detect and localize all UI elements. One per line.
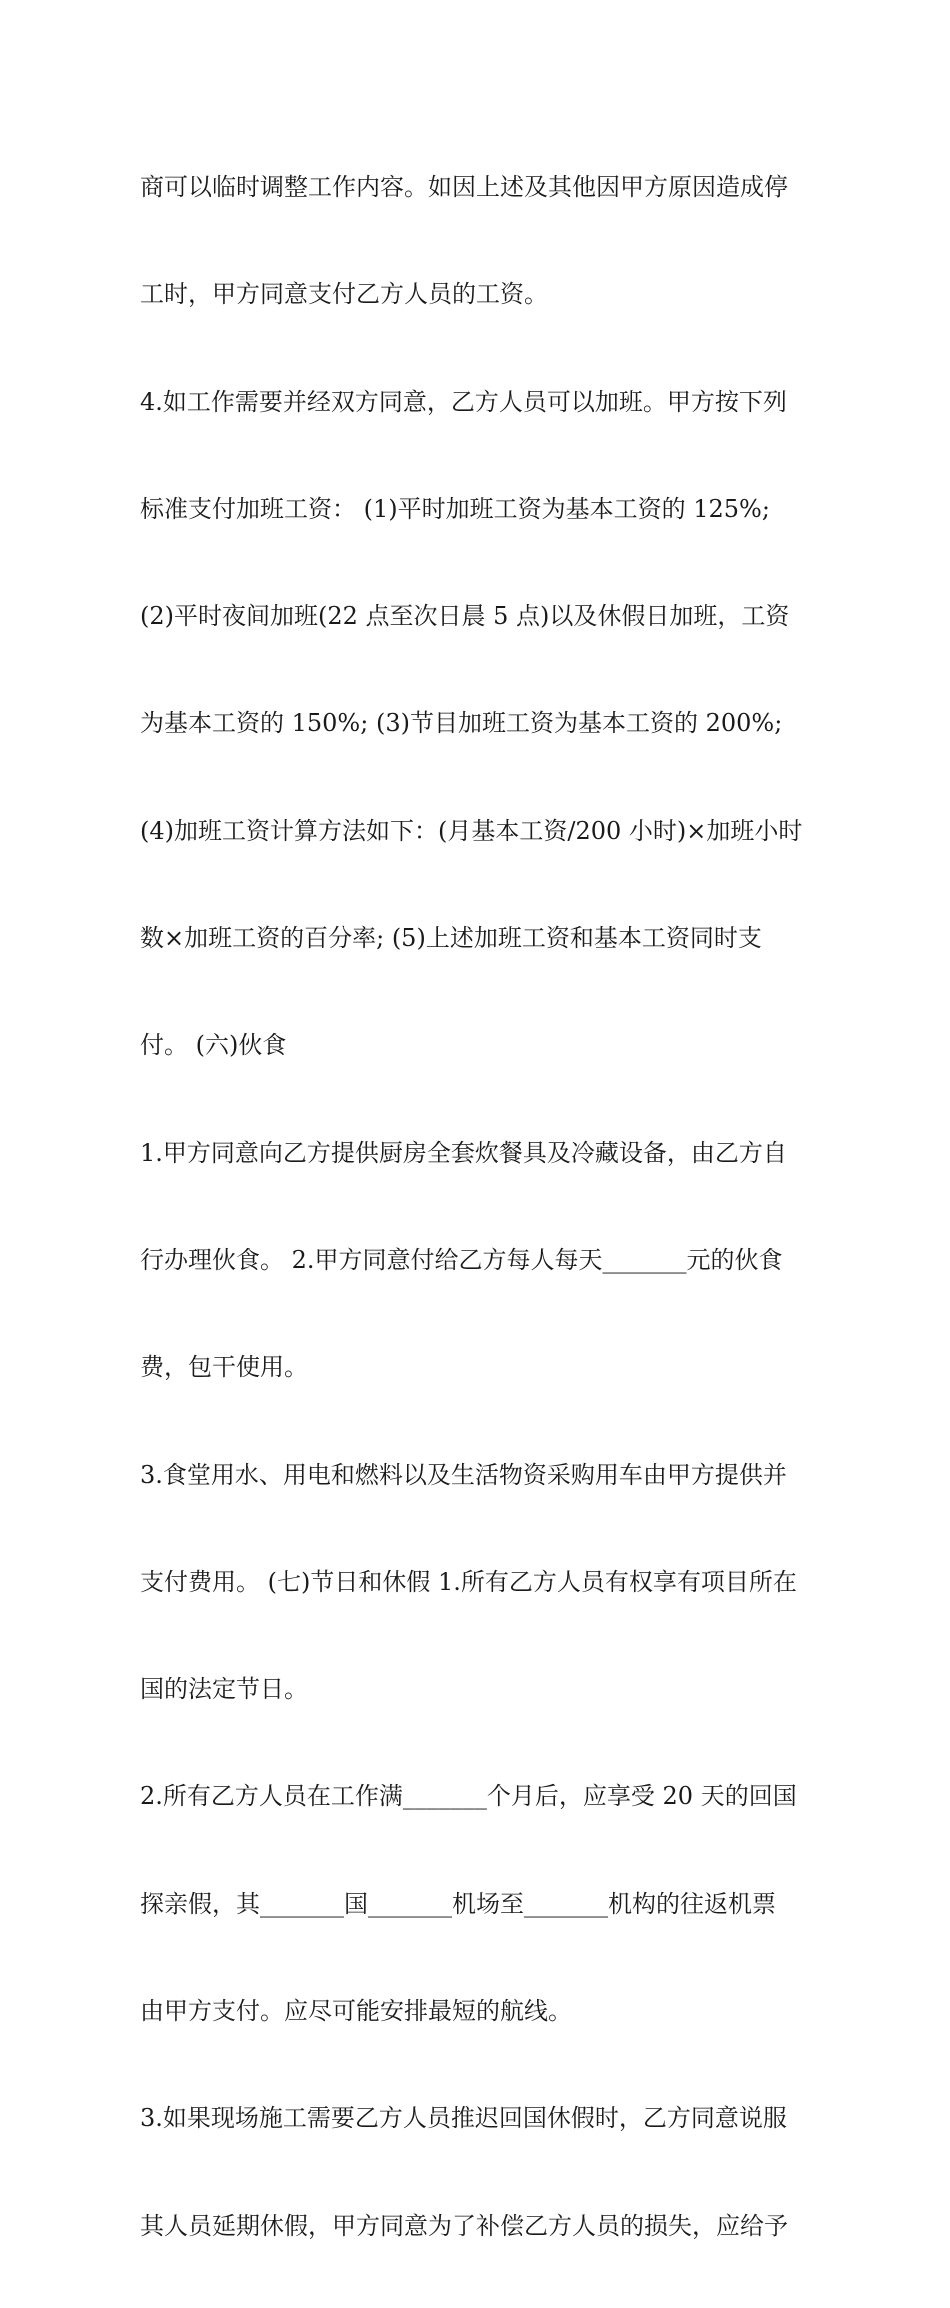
text-line: 3.如果现场施工需要乙方人员推迟回国休假时，乙方同意说服 — [140, 2104, 787, 2133]
text-line: 由甲方支付。应尽可能安排最短的航线。 — [140, 1997, 572, 2026]
text-line: 商可以临时调整工作内容。如因上述及其他因甲方原因造成停 — [140, 173, 788, 201]
text-line: 探亲假，其_______国_______机场至_______机构的往返机票 — [140, 1889, 776, 1918]
text-line: 其人员延期休假，甲方同意为了补偿乙方人员的损失，应给予 — [140, 2211, 788, 2240]
text-line: 4.如工作需要并经双方同意，乙方人员可以加班。甲方按下列 — [140, 387, 787, 416]
text-line: 1.甲方同意向乙方提供厨房全套炊餐具及冷藏设备，由乙方自 — [140, 1138, 787, 1167]
text-line: 付。 (六)伙食 — [140, 1031, 287, 1060]
text-line: 3.食堂用水、用电和燃料以及生活物资采购用车由甲方提供并 — [140, 1460, 787, 1489]
text-line: (4)加班工资计算方法如下：(月基本工资/200 小时)×加班小时 — [140, 816, 803, 845]
text-line: 工时，甲方同意支付乙方人员的工资。 — [140, 280, 548, 309]
body-text — [140, 106, 830, 2308]
text-line: 标准支付加班工资： (1)平时加班工资为基本工资的 125%; — [140, 494, 770, 523]
text-line: 行办理伙食。 2.甲方同意付给乙方每人每天_______元的伙食 — [140, 1245, 783, 1274]
text-line: 国的法定节日。 — [140, 1675, 308, 1704]
text-line: 费，包干使用。 — [140, 1353, 308, 1382]
text-line: 为基本工资的 150%; (3)节目加班工资为基本工资的 200%; — [140, 709, 783, 738]
text-line: 数×加班工资的百分率; (5)上述加班工资和基本工资同时支 — [140, 924, 762, 953]
text-line: 支付费用。 (七)节日和休假 1.所有乙方人员有权享有项目所在 — [140, 1567, 797, 1596]
text-line: 2.所有乙方人员在工作满_______个月后，应享受 20 天的回国 — [140, 1782, 797, 1811]
text-line: (2)平时夜间加班(22 点至次日晨 5 点)以及休假日加班，工资 — [140, 602, 790, 631]
